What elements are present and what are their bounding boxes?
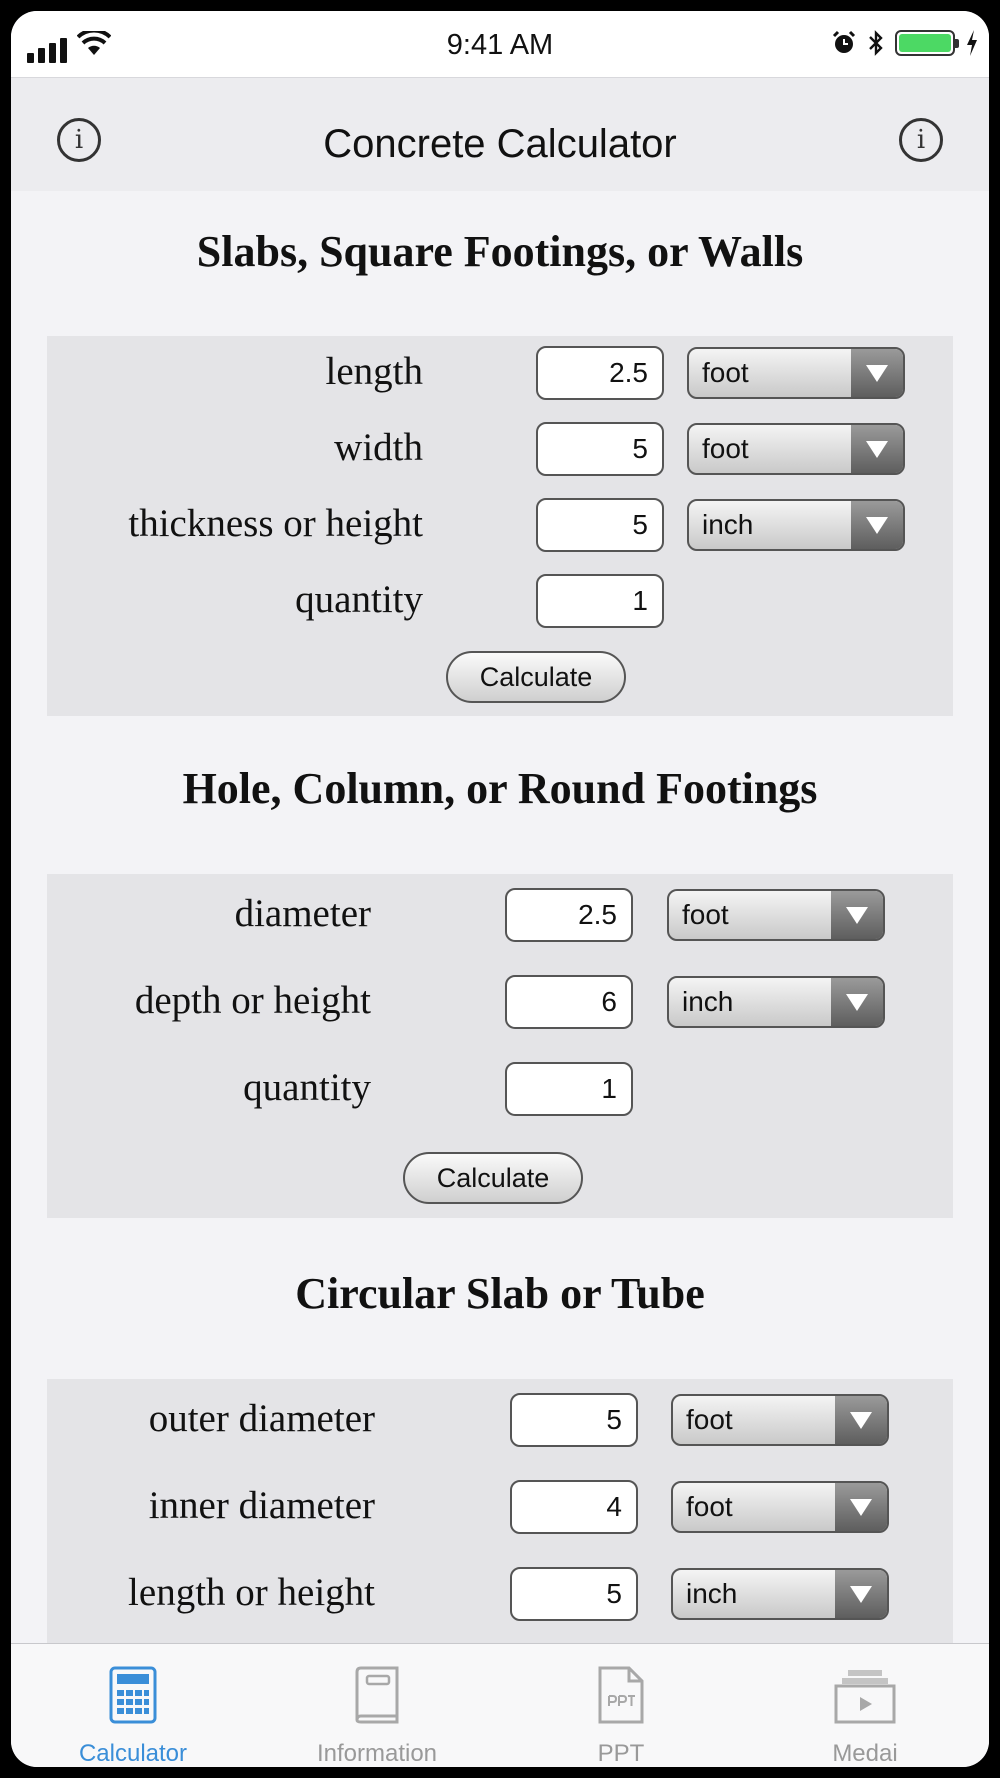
dropdown-arrow-icon bbox=[835, 1483, 887, 1531]
charging-bolt-icon bbox=[965, 29, 979, 57]
dropdown-arrow-icon bbox=[831, 891, 883, 939]
info-icon: i bbox=[916, 125, 926, 155]
inner-diameter-label: inner diameter bbox=[148, 1484, 375, 1527]
info-icon: i bbox=[74, 125, 84, 155]
length-unit-select[interactable]: foot bbox=[687, 347, 905, 399]
slabs-form-panel bbox=[47, 336, 953, 716]
ppt-file-icon bbox=[597, 1666, 645, 1724]
tab-bar bbox=[11, 1643, 989, 1767]
length-height-label: length or height bbox=[128, 1571, 375, 1614]
battery-level bbox=[899, 34, 951, 52]
outer-diameter-input[interactable]: 5 bbox=[510, 1393, 638, 1447]
battery-icon bbox=[895, 30, 955, 56]
length-height-input[interactable]: 5 bbox=[510, 1567, 638, 1621]
phone-screen bbox=[11, 11, 989, 1767]
quantity-label: quantity bbox=[243, 1066, 371, 1109]
outer-diameter-unit-select[interactable]: foot bbox=[671, 1394, 889, 1446]
dropdown-arrow-icon bbox=[851, 501, 903, 549]
outer-diameter-label: outer diameter bbox=[148, 1397, 375, 1440]
inner-diameter-input[interactable]: 4 bbox=[510, 1480, 638, 1534]
width-label: width bbox=[334, 426, 423, 469]
calculate-button[interactable]: Calculate bbox=[403, 1152, 583, 1204]
tab-ppt[interactable]: PPT bbox=[499, 1644, 743, 1767]
calculator-content[interactable] bbox=[11, 191, 989, 1643]
thickness-label: thickness or height bbox=[128, 502, 423, 545]
circular-slab-form-panel bbox=[47, 1379, 953, 1643]
section-title-circular-slab: Circular Slab or Tube bbox=[295, 1269, 705, 1318]
navigation-bar bbox=[11, 77, 989, 191]
status-bar bbox=[11, 11, 989, 77]
media-icon bbox=[834, 1666, 896, 1724]
depth-unit-select[interactable]: inch bbox=[667, 976, 885, 1028]
dropdown-arrow-icon bbox=[835, 1570, 887, 1618]
diameter-input[interactable]: 2.5 bbox=[505, 888, 633, 942]
inner-diameter-unit-select[interactable]: foot bbox=[671, 1481, 889, 1533]
diameter-unit-select[interactable]: foot bbox=[667, 889, 885, 941]
quantity-label: quantity bbox=[295, 578, 423, 621]
calculator-icon bbox=[109, 1666, 157, 1724]
length-height-unit-select[interactable]: inch bbox=[671, 1568, 889, 1620]
bluetooth-icon bbox=[867, 29, 885, 57]
calculate-button[interactable]: Calculate bbox=[446, 651, 626, 703]
dropdown-arrow-icon bbox=[851, 349, 903, 397]
diameter-label: diameter bbox=[234, 892, 371, 935]
width-unit-select[interactable]: foot bbox=[687, 423, 905, 475]
dropdown-arrow-icon bbox=[851, 425, 903, 473]
dropdown-arrow-icon bbox=[835, 1396, 887, 1444]
section-title-round-footings: Hole, Column, or Round Footings bbox=[182, 764, 818, 813]
page-title: Concrete Calculator bbox=[323, 122, 677, 166]
depth-input[interactable]: 6 bbox=[505, 975, 633, 1029]
round-footings-form-panel bbox=[47, 874, 953, 1218]
quantity-input[interactable]: 1 bbox=[536, 574, 664, 628]
alarm-icon bbox=[831, 30, 857, 56]
section-title-slabs: Slabs, Square Footings, or Walls bbox=[196, 227, 804, 276]
quantity-input[interactable]: 1 bbox=[505, 1062, 633, 1116]
length-input[interactable]: 2.5 bbox=[536, 346, 664, 400]
width-input[interactable]: 5 bbox=[536, 422, 664, 476]
tab-calculator[interactable]: Calculator bbox=[11, 1644, 255, 1767]
info-button-right[interactable] bbox=[899, 118, 943, 162]
dropdown-arrow-icon bbox=[831, 978, 883, 1026]
book-icon bbox=[353, 1666, 401, 1724]
status-time: 9:41 AM bbox=[446, 29, 554, 61]
thickness-unit-select[interactable]: inch bbox=[687, 499, 905, 551]
tab-information[interactable]: Information bbox=[255, 1644, 499, 1767]
thickness-input[interactable]: 5 bbox=[536, 498, 664, 552]
tab-media[interactable]: Medai bbox=[743, 1644, 987, 1767]
length-label: length bbox=[325, 350, 423, 393]
depth-label: depth or height bbox=[134, 979, 371, 1022]
